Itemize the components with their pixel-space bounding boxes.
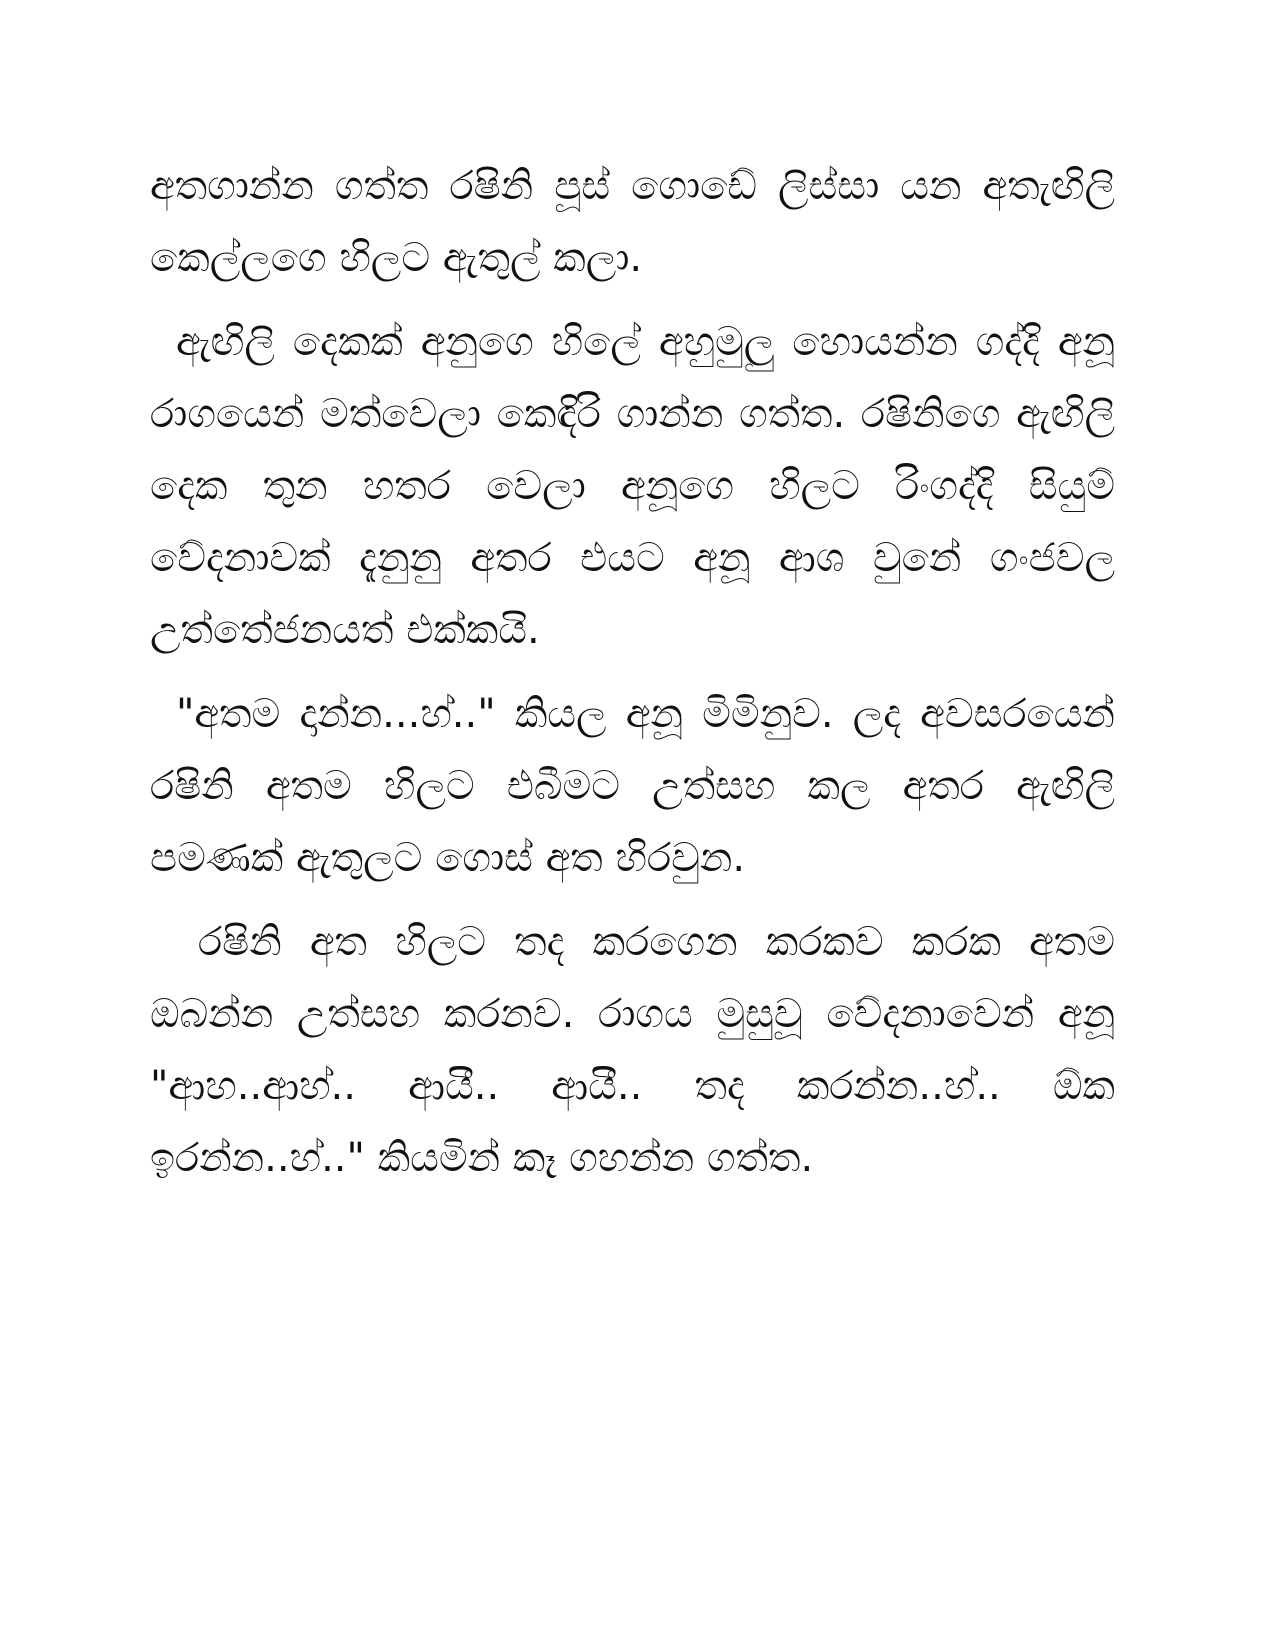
body-text xyxy=(150,150,1115,1206)
paragraph-2: ඇඟිලි දෙකක් අනුගෙ හිලේ අහුමුලු හොයන්න ගද්දි අනූ රාගයෙන් මත්වෙලා කෙඳිරි ගාන්න ගත්ත. රෂිනිගෙ ඇඟිලි දෙක තුන හතර වෙලා අනූගෙ හිලට රිංගද්දි සියුම් වේදනාවක් දැනුනු අතර එයට අනූ ආශ වුනේ ගංජවල උත්තේජනයත් එක්කයි. xyxy=(150,319,1115,653)
paragraph-3: "අතම දාන්න...හ්.." කියල අනූ මිමිනුව. ලද අවසරයෙන් රෂිනි අතම හිලට එබීමට උත්සහ කල අතර ඇඟිලි පමණක් ඇතුලට ගොස් අත හිරවුන. xyxy=(150,691,1115,881)
paragraph-1: අතගාන්න ගත්ත රෂිනි පූස් ගොඩේ ලිස්සා යන අතැඟිලි කෙල්ලගෙ හිලට ඇතුල් කලා. xyxy=(150,163,1115,281)
paragraph-4: රෂිනි අත හිලට තද කරගෙන කරකව කරක අතම ඔබන්න උත්සහ කරනව. රාගය මුසුවූ වේදනාවෙන් අනූ "ආහ..ආහ්.. ආයී.. ආයී.. තද කරන්න..හ්.. ඕක ඉරන්න..හ්.." කියමින් කෑ ගහන්න ගත්ත. xyxy=(150,919,1115,1181)
